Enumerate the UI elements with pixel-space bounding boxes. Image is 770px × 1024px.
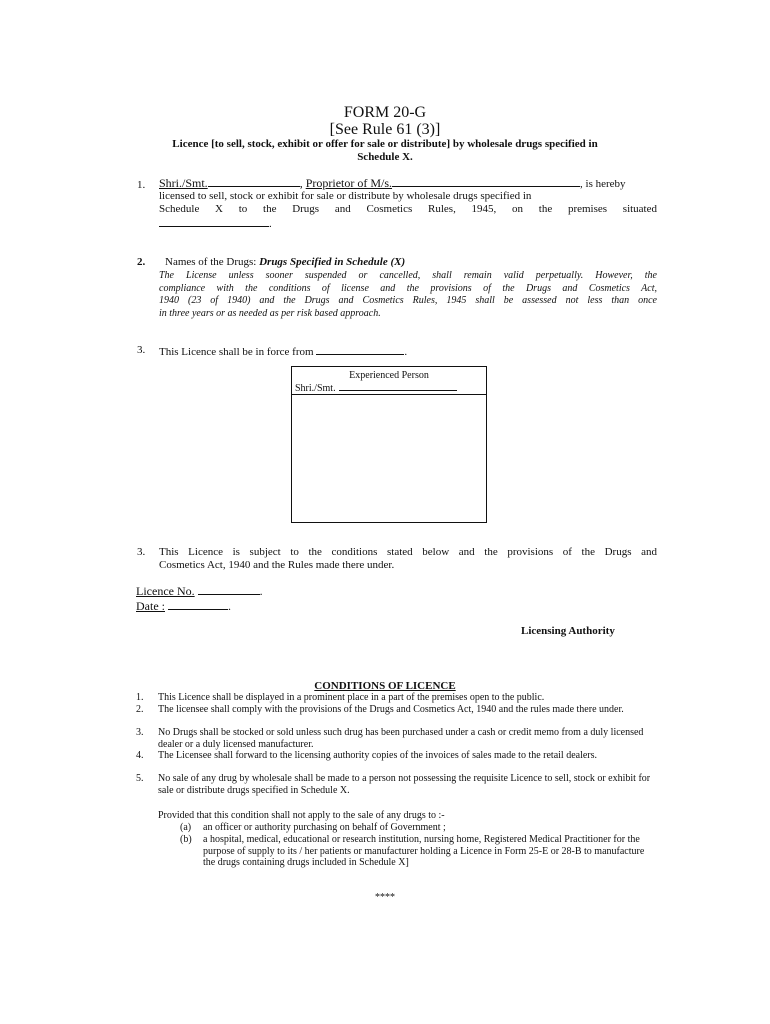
proviso-text: Provided that this condition shall not apply to the sale of any drugs to :-: [158, 810, 445, 821]
item-number: 3.: [137, 546, 146, 558]
condition-number: 1.: [136, 692, 144, 703]
item-number: 3.: [137, 344, 146, 356]
exception-a-label: (a): [180, 822, 192, 833]
licence-text-line2: licensed to sell, stock or exhibit for sale or distribute by wholesale drugs specified in: [159, 190, 532, 202]
rule-reference: [See Rule 61 (3)]: [329, 121, 441, 138]
comma: ,: [299, 176, 303, 190]
condition-item: [136, 750, 656, 774]
hereby-text: , is hereby: [580, 178, 626, 190]
conditions-reference-line1: This Licence is subject to the conditions stated below and the provisions of the Drugs and: [159, 546, 657, 558]
drug-names-label: Names of the Drugs:: [165, 256, 257, 268]
shri-smt-label: Shri./Smt.: [295, 383, 336, 394]
validity-note-line2: compliance with the conditions of license and the provisions of the Drugs and Cosmetics Act,: [159, 282, 657, 294]
condition-item: [136, 727, 656, 751]
date-label: Date :: [136, 599, 165, 613]
conditions-reference-line2: Cosmetics Act, 1940 and the Rules made there under.: [159, 559, 395, 571]
condition-text: This Licence shall be displayed in a prominent place in a part of the premises open to the public.: [158, 692, 545, 703]
date-blank[interactable]: [168, 599, 228, 610]
condition-text: No sale of any drug by wholesale shall be made to a person not possessing the requisite Licence to sell, stock or exhibit for sale or distribute drugs specified in Schedule X.: [158, 773, 651, 796]
validity-note-line3: 1940 (23 of 1940) and the Drugs and Cosmetics Rules, 1945 shall be assessed not less than once: [159, 295, 657, 306]
item-number: 2.: [137, 256, 146, 268]
exception-b-label: (b): [180, 834, 192, 845]
firm-name-blank[interactable]: [392, 176, 580, 187]
condition-number: 2.: [136, 704, 144, 715]
experienced-person-name-line: [295, 382, 457, 394]
drug-names-line: [165, 256, 405, 268]
condition-number: 5.: [136, 773, 144, 784]
force-date-blank[interactable]: [316, 344, 404, 355]
experienced-person-title: Experienced Person: [349, 370, 429, 381]
exception-a-text: an officer or authority purchasing on behalf of Government ;: [203, 822, 446, 833]
licence-text-line3: Schedule X to the Drugs and Cosmetics Rules, 1945, on the premises situated: [159, 203, 657, 215]
end-mark: ****: [375, 892, 395, 903]
exception-b-text: a hospital, medical, educational or research institution, nursing home, Registered Medical Practitioner for the purpose of supply to its / her patients or manufacturer holding a Licence in Form 25-E or 28-B to manufacture the drugs containing drugs included in Schedule X]: [203, 834, 645, 868]
licence-force-text: This Licence shall be in force from: [159, 346, 314, 358]
condition-number: 3.: [136, 727, 144, 738]
licensee-line: [159, 176, 657, 191]
licence-number-line: Licence No. .: [136, 584, 263, 598]
proprietor-label: Proprietor of M/s.: [305, 176, 393, 190]
drug-names-value: Drugs Specified in Schedule (X): [259, 256, 406, 268]
item-number: 1.: [137, 179, 146, 191]
condition-number: 4.: [136, 750, 144, 761]
validity-note-line1: The License unless sooner suspended or cancelled, shall remain valid perpetually. However, the: [159, 270, 657, 281]
experienced-person-name-blank[interactable]: [339, 382, 457, 391]
shri-smt-label: Shri./Smt.: [159, 176, 208, 190]
box-divider: [292, 394, 486, 395]
licensing-authority: Licensing Authority: [521, 625, 615, 637]
date-line: Date : .: [136, 599, 231, 613]
condition-item: [136, 704, 656, 728]
licence-force-line: This Licence shall be in force from .: [159, 346, 408, 358]
premises-line: .: [159, 216, 299, 231]
licence-number-blank[interactable]: [198, 584, 260, 595]
condition-text: No Drugs shall be stocked or sold unless such drug has been purchased under a cash or credit memo from a duly licensed dealer or a duly licensed manufacturer.: [158, 727, 644, 750]
conditions-heading: CONDITIONS OF LICENCE: [314, 680, 456, 692]
licence-description-end: Schedule X.: [357, 151, 413, 163]
premises-blank[interactable]: [159, 216, 269, 227]
licence-number-label: Licence No.: [136, 584, 195, 598]
validity-note-line4: in three years or as needed as per risk based approach.: [159, 307, 381, 319]
condition-item: [136, 773, 656, 797]
licence-description: Licence [to sell, stock, exhibit or offer for sale or distribute] by wholesale drugs specified in: [172, 138, 598, 150]
condition-text: The Licensee shall forward to the licensing authority copies of the invoices of sales made to the retail dealers.: [158, 750, 598, 761]
licensee-name-blank[interactable]: [208, 176, 300, 187]
condition-text: The licensee shall comply with the provisions of the Drugs and Cosmetics Act, 1940 and the rules made there under.: [158, 704, 624, 715]
experienced-person-box: [291, 366, 487, 523]
condition-item: [136, 692, 656, 704]
form-title: FORM 20-G: [343, 104, 427, 121]
